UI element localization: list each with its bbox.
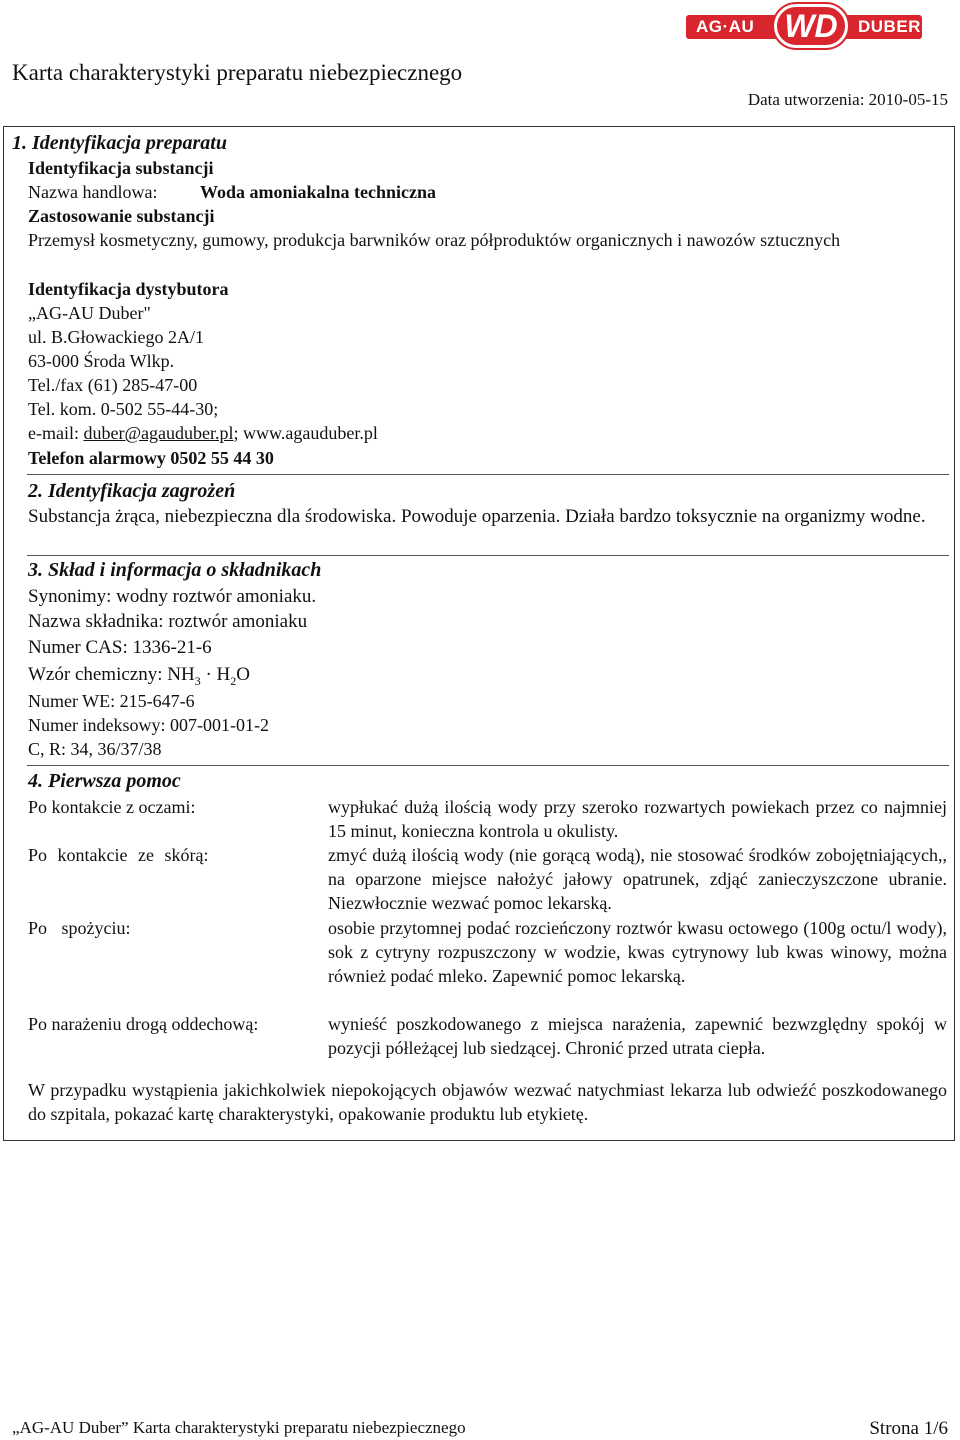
company-name: „AG-AU Duber" <box>28 303 151 323</box>
ingestion-text: osobie przytomnej podać rozcieńczony roztwór kwasu octowego (100g octu/l wody), sok z cytryny rozpuszczony w wodzie, kwas cytrynowy lub kwas winowy, można również podać mleko. Zapewnić pomoc lekarską. <box>328 918 947 986</box>
email-link[interactable]: duber@agauduber.pl <box>83 423 234 443</box>
city-address: 63-000 Środa Wlkp. <box>28 351 175 371</box>
formula-subscript-3: 3 <box>194 673 201 688</box>
formula-o: O <box>236 664 251 685</box>
substance-id-heading: Identyfikacja substancji <box>28 158 214 178</box>
page-number: Strona 1/6 <box>869 1418 948 1439</box>
divider <box>27 765 949 766</box>
component-name: Nazwa składnika: roztwór amoniaku <box>28 611 308 632</box>
general-instruction: W przypadku wystąpienia jakichkolwiek niepokojących objawów wezwać natychmiast lekarza lub odwieźć poszkodowanego do szpitala, pokazać kartę charakterystyki, opakowanie produktu lub etykietę. <box>28 1080 947 1124</box>
ingestion-label: Po spożyciu: <box>28 918 131 938</box>
inhalation-label: Po narażeniu drogą oddechową: <box>28 1014 259 1034</box>
formula-label: Wzór chemiczny: NH <box>28 664 195 685</box>
divider <box>27 474 949 475</box>
formula-dot-h: · H <box>200 664 231 685</box>
synonyms: Synonimy: wodny roztwór amoniaku. <box>28 586 317 607</box>
contact-line <box>28 421 378 445</box>
skin-text: zmyć dużą ilością wody (nie gorącą wodą), nie stosować środków zobojętniających,, na oparzone miejsce nałożyć jałowy opatrunek, zdjąć zanieczyszczone ubranie. Niezwłocznie wezwać pomoc lekarską. <box>328 845 947 913</box>
divider <box>27 555 949 556</box>
footer-title: „AG-AU Duber” Karta charakterystyki preparatu niebezpiecznego <box>12 1418 466 1437</box>
risk-phrases: C, R: 34, 36/37/38 <box>28 739 162 759</box>
emergency-phone: Telefon alarmowy 0502 55 44 30 <box>28 448 274 468</box>
section-3-heading: 3. Skład i informacja o składnikach <box>28 559 322 581</box>
eyes-label: Po kontakcie z oczami: <box>28 797 196 817</box>
usage-heading: Zastosowanie substancji <box>28 206 215 226</box>
index-number: Numer indeksowy: 007-001-01-2 <box>28 715 269 735</box>
company-logo <box>686 4 922 48</box>
distributor-heading: Identyfikacja dystybutora <box>28 279 229 299</box>
contact-separator: ; <box>233 423 244 443</box>
logo-text-right: DUBER <box>858 17 921 36</box>
we-number: Numer WE: 215-647-6 <box>28 691 195 711</box>
trade-name-value: Woda amoniakalna techniczna <box>200 182 437 202</box>
tel-fax: Tel./fax (61) 285-47-00 <box>28 375 198 395</box>
section-1-heading: 1. Identyfikacja preparatu <box>12 132 227 154</box>
cas-number: Numer CAS: 1336-21-6 <box>28 637 212 658</box>
eyes-text: wypłukać dużą ilością wody przy szeroko rozwartych powiekach przez co najmniej 15 minut, konieczna kontrola u okulisty. <box>328 797 947 841</box>
trade-name-label: Nazwa handlowa: <box>28 182 158 202</box>
inhalation-text: wynieść poszkodowanego z miejsca narażenia, zapewnić bezwzględny spokój w pozycji półleżącej lub siedzącej. Chronić przed utrata ciepła. <box>328 1014 947 1058</box>
mobile-phone: Tel. kom. 0-502 55-44-30; <box>28 399 219 419</box>
hazards-text: Substancja żrąca, niebezpieczna dla środowiska. Powoduje oparzenia. Działa bardzo toksycznie na organizmy wodne. <box>28 506 926 527</box>
street-address: ul. B.Głowackiego 2A/1 <box>28 327 204 347</box>
skin-label: Po kontakcie ze skórą: <box>28 845 209 865</box>
creation-date: Data utworzenia: 2010-05-15 <box>747 90 948 109</box>
section-4-heading: 4. Pierwsza pomoc <box>28 770 181 792</box>
email-label: e-mail: <box>28 423 84 443</box>
section-2-heading: 2. Identyfikacja zagrożeń <box>28 480 236 502</box>
document-title: Karta charakterystyki preparatu niebezpiecznego <box>12 60 463 85</box>
formula-subscript-2: 2 <box>230 673 237 688</box>
logo-text-left: AG·AU <box>696 17 755 36</box>
website-link[interactable]: www.agauduber.pl <box>243 423 378 443</box>
usage-text: Przemysł kosmetyczny, gumowy, produkcja barwników oraz półproduktów organicznych i nawozów sztucznych <box>28 230 841 250</box>
logo-badge: WD <box>774 4 848 48</box>
